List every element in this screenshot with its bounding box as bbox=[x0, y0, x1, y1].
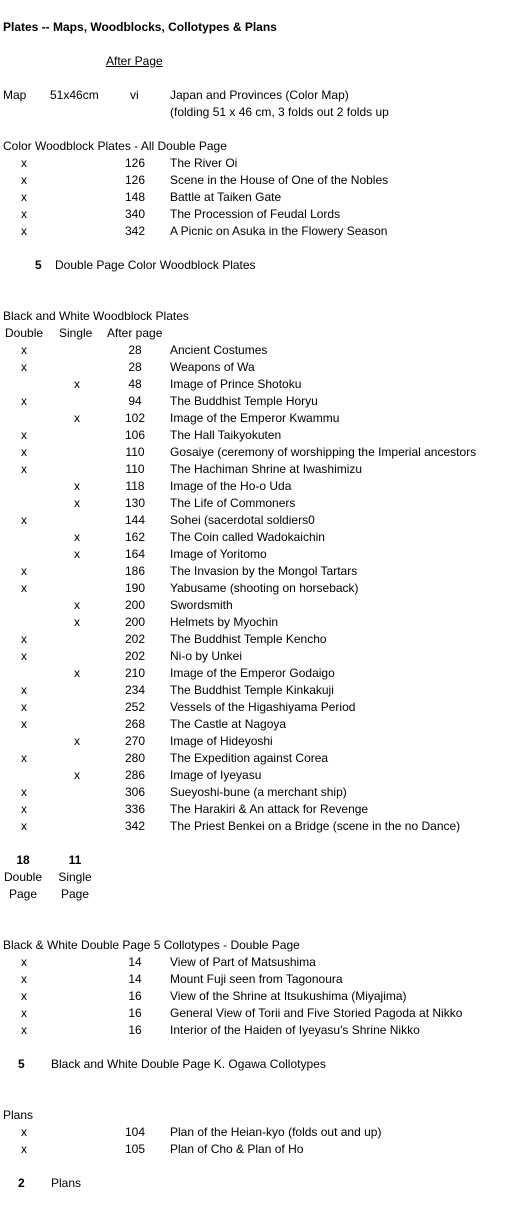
double-page-mark: x bbox=[21, 428, 27, 442]
after-page-number: 106 bbox=[124, 428, 146, 442]
after-page-number: 94 bbox=[128, 394, 142, 408]
plate-title: The Buddhist Temple Kinkakuji bbox=[170, 683, 334, 697]
page-title: Plates -- Maps, Woodblocks, Collotypes & Plans bbox=[3, 20, 277, 34]
plate-title: Ni-o by Unkei bbox=[170, 649, 243, 663]
plate-title: The Buddhist Temple Kencho bbox=[170, 632, 327, 646]
double-page-mark: x bbox=[21, 513, 27, 527]
after-page-number: 28 bbox=[128, 343, 142, 357]
double-page-mark: x bbox=[21, 717, 27, 731]
single-page-mark: x bbox=[74, 768, 80, 782]
plate-title: Swordsmith bbox=[170, 598, 233, 612]
double-page-mark: x bbox=[21, 156, 27, 170]
after-page-number: 270 bbox=[124, 734, 146, 748]
after-page-number: 104 bbox=[124, 1125, 146, 1139]
color-summary-text: Double Page Color Woodblock Plates bbox=[55, 258, 256, 272]
after-page-number: 268 bbox=[124, 717, 146, 731]
single-page-mark: x bbox=[74, 496, 80, 510]
collotype-title: View of the Shrine at Itsukushima (Miyajima) bbox=[170, 989, 407, 1003]
after-page-number: 200 bbox=[124, 615, 146, 629]
after-page-number: 164 bbox=[124, 547, 146, 561]
after-page-number: 336 bbox=[124, 802, 146, 816]
plate-title: Image of Yoritomo bbox=[170, 547, 267, 561]
single-page-mark: x bbox=[74, 547, 80, 561]
after-page-number: 102 bbox=[124, 411, 146, 425]
collotype-summary-text: Black and White Double Page K. Ogawa Collotypes bbox=[51, 1057, 326, 1071]
plate-title: The Priest Benkei on a Bridge (scene in the no Dance) bbox=[170, 819, 461, 833]
after-page-number: 340 bbox=[124, 207, 146, 221]
after-page-number: 148 bbox=[124, 190, 146, 204]
plate-title: Scene in the House of One of the Nobles bbox=[170, 173, 389, 187]
total-double-count: 18 bbox=[16, 853, 30, 867]
after-page-number: 306 bbox=[124, 785, 146, 799]
after-page-number: 130 bbox=[124, 496, 146, 510]
single-page-mark: x bbox=[74, 530, 80, 544]
double-page-mark: x bbox=[21, 207, 27, 221]
after-page-number: 280 bbox=[124, 751, 146, 765]
bw-section-heading: Black and White Woodblock Plates bbox=[3, 309, 189, 323]
double-page-mark: x bbox=[21, 989, 27, 1003]
plate-title: The River Oi bbox=[170, 156, 238, 170]
plate-title: The Castle at Nagoya bbox=[170, 717, 287, 731]
map-note: (folding 51 x 46 cm, 3 folds out 2 folds up bbox=[170, 105, 389, 119]
double-page-mark: x bbox=[21, 683, 27, 697]
color-section-heading: Color Woodblock Plates - All Double Page bbox=[3, 139, 227, 153]
collotype-title: General View of Torii and Five Storied Pagoda at Nikko bbox=[170, 1006, 463, 1020]
single-page-mark: x bbox=[74, 734, 80, 748]
single-page-mark: x bbox=[74, 666, 80, 680]
plate-title: Image of Hideyoshi bbox=[170, 734, 273, 748]
plate-title: The Harakiri & An attack for Revenge bbox=[170, 802, 369, 816]
after-page-number: 252 bbox=[124, 700, 146, 714]
map-page: vi bbox=[130, 88, 139, 102]
collotype-summary-count: 5 bbox=[18, 1057, 25, 1071]
after-page-number: 126 bbox=[124, 173, 146, 187]
double-page-mark: x bbox=[21, 462, 27, 476]
total-double-label-2: Page bbox=[8, 887, 38, 901]
after-page-number: 48 bbox=[128, 377, 142, 391]
after-page-number: 105 bbox=[124, 1142, 146, 1156]
plate-title: Image of the Emperor Godaigo bbox=[170, 666, 335, 680]
collotype-title: Interior of the Haiden of Iyeyasu's Shrine Nikko bbox=[170, 1023, 420, 1037]
plate-title: Gosaiye (ceremony of worshipping the Imperial ancestors bbox=[170, 445, 477, 459]
plate-title: Image of the Ho-o Uda bbox=[170, 479, 292, 493]
after-page-number: 14 bbox=[128, 972, 142, 986]
double-page-mark: x bbox=[21, 955, 27, 969]
plate-title: Sohei (sacerdotal soldiers0 bbox=[170, 513, 315, 527]
double-page-mark: x bbox=[21, 445, 27, 459]
after-page-number: 342 bbox=[124, 224, 146, 238]
double-page-mark: x bbox=[21, 972, 27, 986]
plans-section-heading: Plans bbox=[3, 1108, 34, 1122]
collotype-title: Mount Fuji seen from Tagonoura bbox=[170, 972, 343, 986]
double-page-mark: x bbox=[21, 1006, 27, 1020]
collotype-section-heading: Black & White Double Page 5 Collotypes - Double Page bbox=[3, 938, 300, 952]
double-page-mark: x bbox=[21, 360, 27, 374]
single-page-mark: x bbox=[74, 411, 80, 425]
collotype-title: View of Part of Matsushima bbox=[170, 955, 316, 969]
plate-title: The Life of Commoners bbox=[170, 496, 296, 510]
map-title: Japan and Provinces (Color Map) bbox=[170, 88, 349, 102]
plate-title: The Coin called Wadokaichin bbox=[170, 530, 325, 544]
plate-title: Image of the Emperor Kwammu bbox=[170, 411, 340, 425]
after-page-number: 210 bbox=[124, 666, 146, 680]
single-page-mark: x bbox=[74, 615, 80, 629]
double-page-mark: x bbox=[21, 632, 27, 646]
double-page-mark: x bbox=[21, 751, 27, 765]
plan-mark: x bbox=[21, 1125, 27, 1139]
plate-title: Sueyoshi-bune (a merchant ship) bbox=[170, 785, 347, 799]
total-single-label-2: Page bbox=[60, 887, 90, 901]
after-page-number: 110 bbox=[125, 445, 145, 459]
plate-title: Yabusame (shooting on horseback) bbox=[170, 581, 359, 595]
plate-title: Helmets by Myochin bbox=[170, 615, 279, 629]
plate-title: The Expedition against Corea bbox=[170, 751, 329, 765]
after-page-number: 202 bbox=[124, 649, 146, 663]
after-page-number: 342 bbox=[124, 819, 146, 833]
plate-title: The Hall Taikyokuten bbox=[170, 428, 282, 442]
map-label: Map bbox=[3, 88, 27, 102]
double-page-mark: x bbox=[21, 802, 27, 816]
after-page-number: 14 bbox=[128, 955, 142, 969]
color-summary-count: 5 bbox=[35, 258, 42, 272]
column-header-double: Double bbox=[5, 326, 44, 340]
double-page-mark: x bbox=[21, 649, 27, 663]
double-page-mark: x bbox=[21, 819, 27, 833]
plate-title: Weapons of Wa bbox=[170, 360, 255, 374]
after-page-number: 190 bbox=[124, 581, 146, 595]
total-single-label-1: Single bbox=[58, 870, 92, 884]
double-page-mark: x bbox=[21, 343, 27, 357]
after-page-number: 234 bbox=[124, 683, 146, 697]
plate-title: The Procession of Feudal Lords bbox=[170, 207, 341, 221]
column-header-after-page: After page bbox=[107, 326, 163, 340]
total-single-count: 11 bbox=[68, 853, 82, 867]
double-page-mark: x bbox=[21, 785, 27, 799]
plate-title: Image of Iyeyasu bbox=[170, 768, 262, 782]
after-page-number: 16 bbox=[128, 1006, 142, 1020]
plate-title: The Invasion by the Mongol Tartars bbox=[170, 564, 358, 578]
after-page-number: 144 bbox=[124, 513, 146, 527]
plate-title: Image of Prince Shotoku bbox=[170, 377, 302, 391]
plate-title: The Hachiman Shrine at Iwashimizu bbox=[170, 462, 363, 476]
map-size: 51x46cm bbox=[50, 88, 99, 102]
after-page-heading: After Page bbox=[106, 54, 163, 68]
double-page-mark: x bbox=[21, 1023, 27, 1037]
after-page-number: 16 bbox=[128, 989, 142, 1003]
double-page-mark: x bbox=[21, 394, 27, 408]
after-page-number: 110 bbox=[125, 462, 145, 476]
total-double-label-1: Double bbox=[3, 870, 43, 884]
plate-title: Vessels of the Higashiyama Period bbox=[170, 700, 356, 714]
double-page-mark: x bbox=[21, 564, 27, 578]
double-page-mark: x bbox=[21, 173, 27, 187]
plate-title: The Buddhist Temple Horyu bbox=[170, 394, 318, 408]
plate-title: A Picnic on Asuka in the Flowery Season bbox=[170, 224, 388, 238]
after-page-number: 286 bbox=[124, 768, 146, 782]
plans-summary-text: Plans bbox=[51, 1176, 82, 1190]
single-page-mark: x bbox=[74, 377, 80, 391]
after-page-number: 186 bbox=[124, 564, 146, 578]
plan-title: Plan of the Heian-kyo (folds out and up) bbox=[170, 1125, 382, 1139]
after-page-number: 202 bbox=[124, 632, 146, 646]
double-page-mark: x bbox=[21, 224, 27, 238]
double-page-mark: x bbox=[21, 700, 27, 714]
plan-title: Plan of Cho & Plan of Ho bbox=[170, 1142, 304, 1156]
after-page-number: 16 bbox=[128, 1023, 142, 1037]
plan-mark: x bbox=[21, 1142, 27, 1156]
after-page-number: 28 bbox=[128, 360, 142, 374]
plans-summary-count: 2 bbox=[18, 1176, 25, 1190]
plate-title: Ancient Costumes bbox=[170, 343, 268, 357]
single-page-mark: x bbox=[74, 598, 80, 612]
plate-title: Battle at Taiken Gate bbox=[170, 190, 282, 204]
double-page-mark: x bbox=[21, 581, 27, 595]
after-page-number: 118 bbox=[125, 479, 145, 493]
column-header-single: Single bbox=[59, 326, 93, 340]
after-page-number: 200 bbox=[124, 598, 146, 612]
double-page-mark: x bbox=[21, 190, 27, 204]
after-page-number: 162 bbox=[124, 530, 146, 544]
single-page-mark: x bbox=[74, 479, 80, 493]
after-page-number: 126 bbox=[124, 156, 146, 170]
